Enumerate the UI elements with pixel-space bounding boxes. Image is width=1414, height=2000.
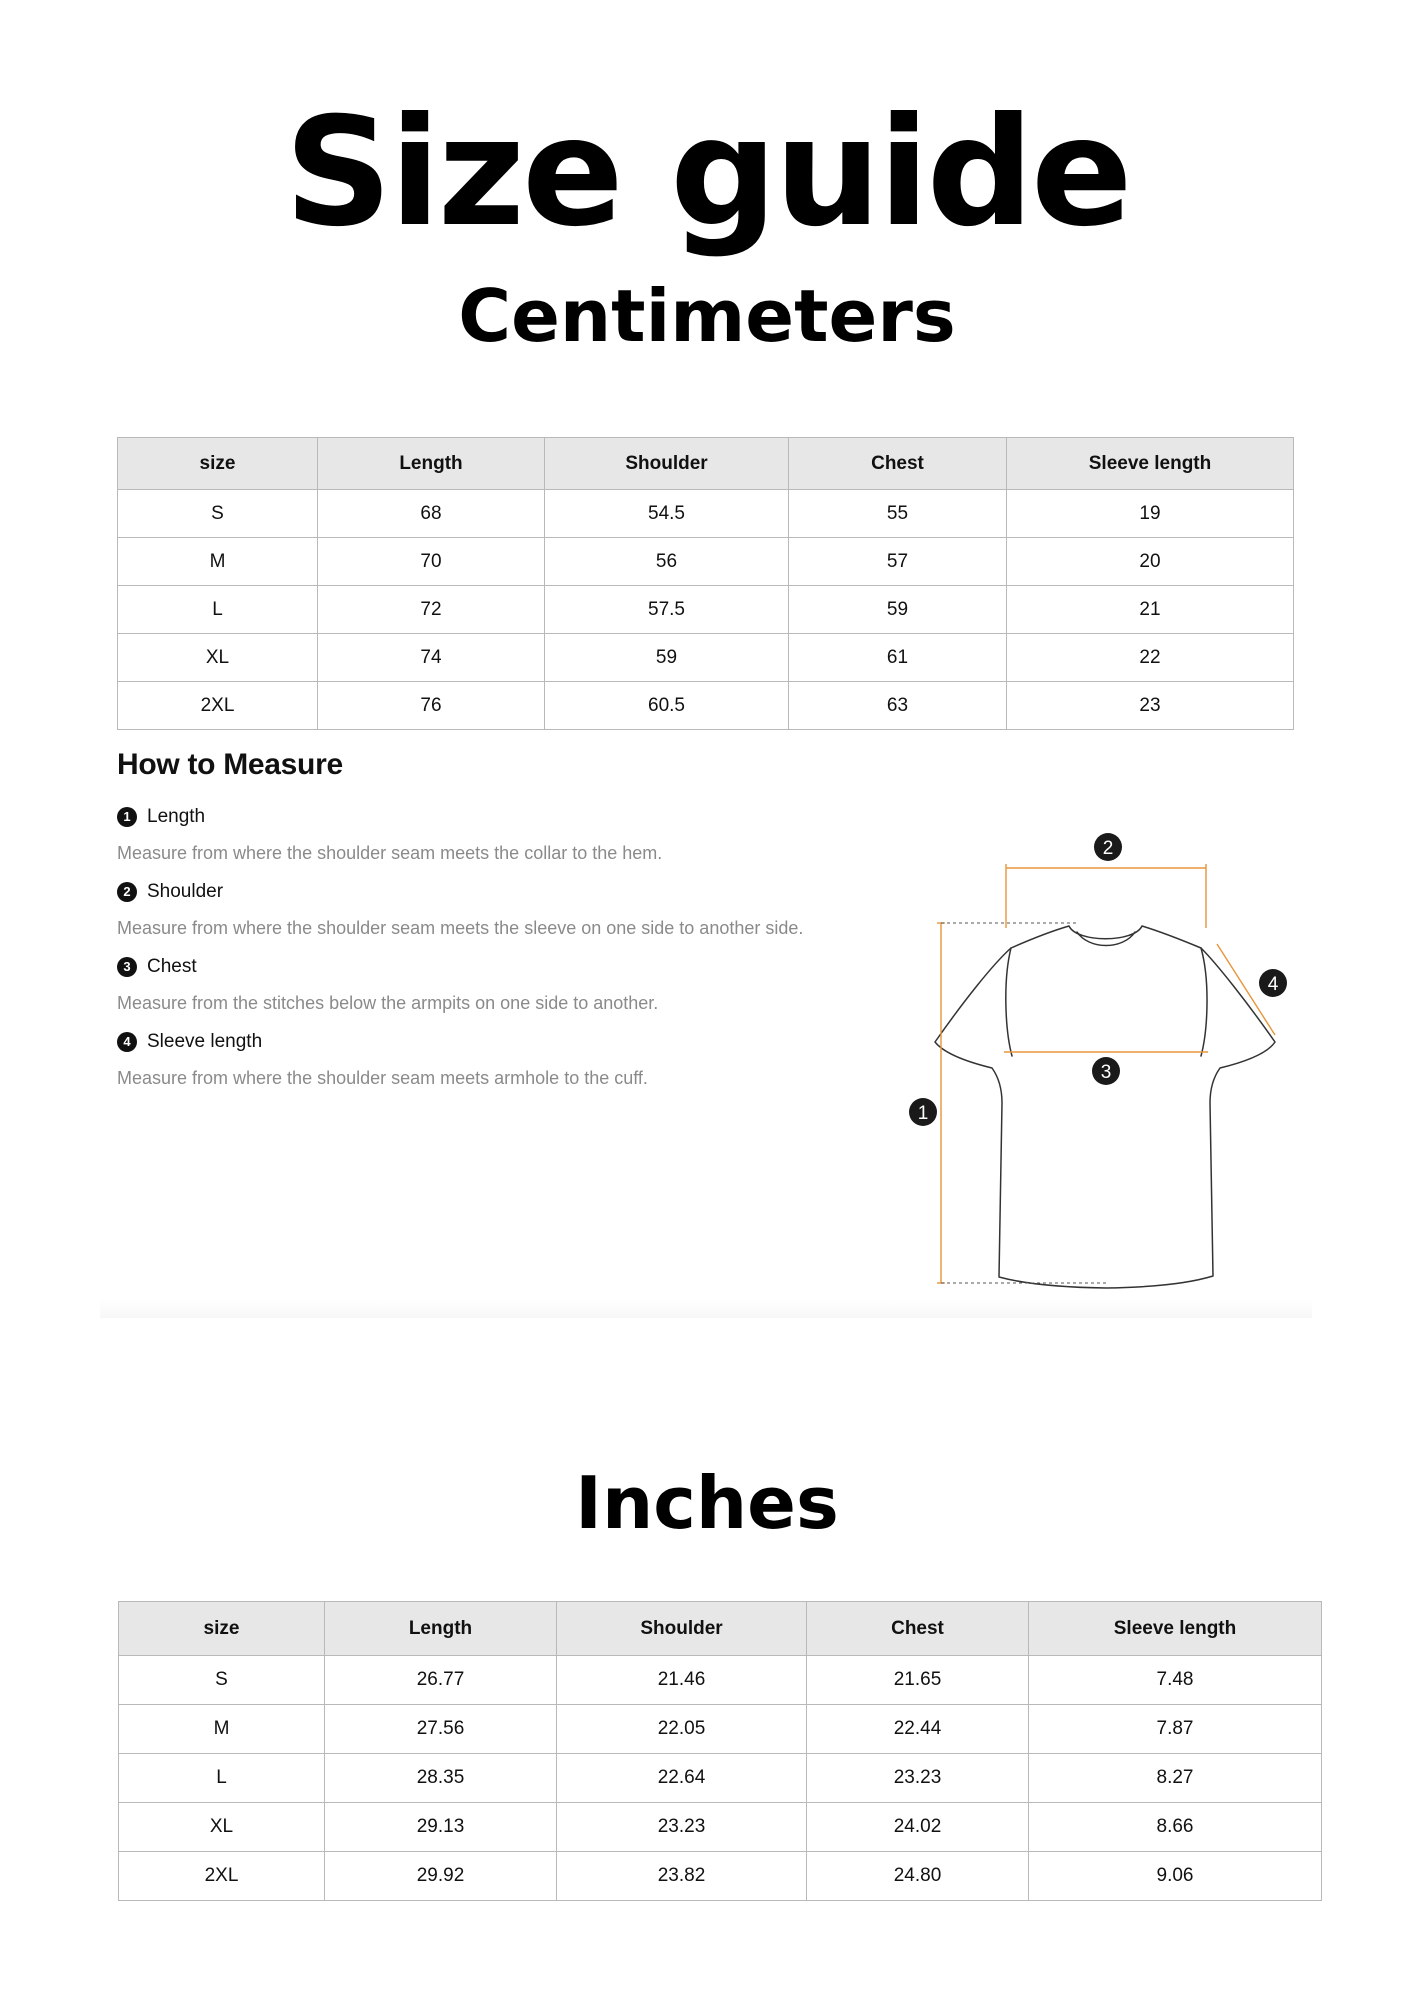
column-header: size bbox=[118, 438, 318, 490]
table-cell: 23.23 bbox=[807, 1754, 1029, 1803]
table-cell: 21 bbox=[1007, 586, 1294, 634]
page-title: Size guide bbox=[284, 86, 1130, 260]
marker-2 bbox=[1094, 833, 1122, 861]
column-header: Length bbox=[325, 1602, 557, 1656]
measure-step-description: Measure from the stitches below the armpits on one side to another. bbox=[117, 993, 659, 1013]
table-cell: 22.44 bbox=[807, 1705, 1029, 1754]
tshirt-outline-icon bbox=[895, 820, 1315, 1300]
table-cell: 27.56 bbox=[325, 1705, 557, 1754]
table-row bbox=[119, 1852, 1322, 1901]
table-cell: XL bbox=[119, 1803, 325, 1852]
column-header: Length bbox=[318, 438, 545, 490]
table-cell: 2XL bbox=[119, 1852, 325, 1901]
measure-step-sleeve-length bbox=[117, 1029, 648, 1092]
column-header: Chest bbox=[789, 438, 1007, 490]
table-cell: 29.92 bbox=[325, 1852, 557, 1901]
svg-text:3: 3 bbox=[1100, 1062, 1112, 1083]
table-cell: 55 bbox=[789, 490, 1007, 538]
column-header: Shoulder bbox=[545, 438, 789, 490]
table-row bbox=[118, 634, 1294, 682]
table-cell: 23.23 bbox=[557, 1803, 807, 1852]
table-cell: 29.13 bbox=[325, 1803, 557, 1852]
column-header: Sleeve length bbox=[1007, 438, 1294, 490]
table-cell: 21.65 bbox=[807, 1656, 1029, 1705]
column-header: Chest bbox=[807, 1602, 1029, 1656]
table-cell: 70 bbox=[318, 538, 545, 586]
how-to-measure-heading: How to Measure bbox=[117, 748, 343, 781]
table-cell: 21.46 bbox=[557, 1656, 807, 1705]
table-cell: 56 bbox=[545, 538, 789, 586]
table-cell: 59 bbox=[545, 634, 789, 682]
table-row bbox=[119, 1705, 1322, 1754]
column-header: Shoulder bbox=[557, 1602, 807, 1656]
table-cell: 19 bbox=[1007, 490, 1294, 538]
table-cell: 9.06 bbox=[1029, 1852, 1322, 1901]
table-cell: XL bbox=[118, 634, 318, 682]
table-cell: 76 bbox=[318, 682, 545, 730]
measure-step-name: Chest bbox=[147, 956, 197, 977]
table-cell: 7.87 bbox=[1029, 1705, 1322, 1754]
column-header: Sleeve length bbox=[1029, 1602, 1322, 1656]
number-3-icon: 3 bbox=[117, 957, 137, 977]
table-cell: 68 bbox=[318, 490, 545, 538]
table-cell: 26.77 bbox=[325, 1656, 557, 1705]
table-cell: M bbox=[118, 538, 318, 586]
number-1-icon: 1 bbox=[117, 807, 137, 827]
svg-text:4: 4 bbox=[1267, 974, 1279, 995]
table-row bbox=[119, 1803, 1322, 1852]
measure-step-name: Sleeve length bbox=[147, 1031, 263, 1052]
table-cell: 72 bbox=[318, 586, 545, 634]
table-cell: 24.80 bbox=[807, 1852, 1029, 1901]
inches-heading: Inches bbox=[575, 1461, 839, 1545]
table-cell: 22.05 bbox=[557, 1705, 807, 1754]
table-row bbox=[118, 538, 1294, 586]
measure-step-length bbox=[117, 804, 662, 867]
table-cell: 63 bbox=[789, 682, 1007, 730]
table-cell: 2XL bbox=[118, 682, 318, 730]
inches-size-table bbox=[118, 1601, 1322, 1901]
centimeters-heading: Centimeters bbox=[458, 274, 956, 358]
table-cell: L bbox=[118, 586, 318, 634]
measure-step-chest bbox=[117, 954, 658, 1017]
table-cell: S bbox=[118, 490, 318, 538]
table-row bbox=[119, 1754, 1322, 1803]
table-header-row bbox=[118, 438, 1294, 490]
table-cell: 74 bbox=[318, 634, 545, 682]
measure-step-name: Length bbox=[147, 806, 206, 827]
measure-step-description: Measure from where the shoulder seam meets the sleeve on one side to another side. bbox=[117, 918, 804, 938]
measure-step-description: Measure from where the shoulder seam meets the collar to the hem. bbox=[117, 843, 663, 863]
table-cell: 23.82 bbox=[557, 1852, 807, 1901]
table-cell: 22.64 bbox=[557, 1754, 807, 1803]
table-cell: 28.35 bbox=[325, 1754, 557, 1803]
table-cell: 59 bbox=[789, 586, 1007, 634]
table-cell: 24.02 bbox=[807, 1803, 1029, 1852]
table-cell: L bbox=[119, 1754, 325, 1803]
table-row bbox=[118, 490, 1294, 538]
table-cell: 54.5 bbox=[545, 490, 789, 538]
table-cell: 8.66 bbox=[1029, 1803, 1322, 1852]
table-cell: 57.5 bbox=[545, 586, 789, 634]
marker-1 bbox=[909, 1098, 937, 1126]
svg-text:1: 1 bbox=[917, 1103, 929, 1124]
measurement-diagram bbox=[895, 820, 1315, 1300]
svg-text:2: 2 bbox=[1102, 838, 1114, 859]
table-cell: 20 bbox=[1007, 538, 1294, 586]
table-row bbox=[118, 586, 1294, 634]
marker-4 bbox=[1259, 969, 1287, 997]
table-header-row bbox=[119, 1602, 1322, 1656]
measure-step-description: Measure from where the shoulder seam meets armhole to the cuff. bbox=[117, 1068, 648, 1088]
centimeters-size-table bbox=[117, 437, 1294, 730]
number-2-icon: 2 bbox=[117, 882, 137, 902]
marker-3 bbox=[1092, 1057, 1120, 1085]
table-cell: 8.27 bbox=[1029, 1754, 1322, 1803]
number-4-icon: 4 bbox=[117, 1032, 137, 1052]
table-cell: 60.5 bbox=[545, 682, 789, 730]
column-header: size bbox=[119, 1602, 325, 1656]
table-cell: S bbox=[119, 1656, 325, 1705]
table-cell: 61 bbox=[789, 634, 1007, 682]
table-cell: M bbox=[119, 1705, 325, 1754]
table-cell: 22 bbox=[1007, 634, 1294, 682]
measure-step-shoulder bbox=[117, 879, 803, 942]
table-row bbox=[119, 1656, 1322, 1705]
table-cell: 7.48 bbox=[1029, 1656, 1322, 1705]
section-divider bbox=[100, 1300, 1312, 1318]
table-row bbox=[118, 682, 1294, 730]
table-cell: 57 bbox=[789, 538, 1007, 586]
table-cell: 23 bbox=[1007, 682, 1294, 730]
measure-step-name: Shoulder bbox=[147, 881, 224, 902]
